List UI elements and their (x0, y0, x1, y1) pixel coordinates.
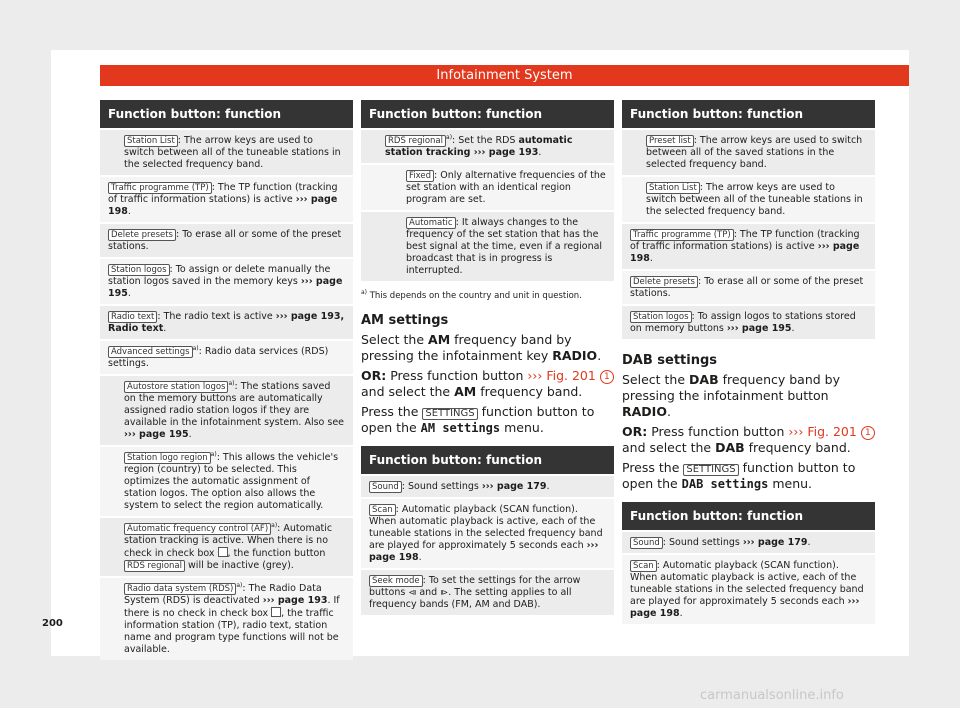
page-reference[interactable]: ››› page 198 (630, 596, 860, 619)
key-label: Radio text (108, 311, 157, 323)
key-label: Radio data system (RDS) (124, 583, 236, 595)
row-text: . The setting applies to all frequency bands (FM, AM and DAB). (369, 587, 572, 610)
text: frequency band by pressing the infotainment button (622, 372, 841, 403)
figure-reference[interactable]: ››› Fig. 201 (788, 424, 857, 439)
text: frequency band. (744, 440, 851, 455)
bold-text: OR: (622, 424, 648, 439)
row-text-end: . (163, 323, 167, 334)
key-label: RDS regional (385, 135, 446, 147)
key-label: Preset list (646, 135, 694, 147)
footnote-mark: a) (446, 133, 453, 141)
key-label: Automatic frequency control (AF) (124, 523, 271, 535)
row-text-end: . (546, 481, 550, 492)
key-label: Traffic programme (TP) (630, 229, 734, 241)
section-title: DAB settings (622, 353, 718, 368)
menu-name: DAB settings (681, 477, 769, 491)
key-label: RDS regional (124, 560, 185, 572)
table-row (622, 530, 875, 553)
table-row (100, 339, 353, 374)
row-text: : To assign or delete manually the station logos saved in the memory keys (108, 264, 331, 287)
row-text: : To set the settings for the arrow buttons (369, 575, 581, 598)
row-text: : Only alternative frequencies of the set station with an identical region program are set. (406, 170, 606, 205)
page-reference[interactable]: ››› page 195 (108, 276, 343, 299)
row-text: : It always changes to the frequency of the set station that has the best signal at the time, even if a regional broadcast that is in progress is interrupted. (406, 217, 603, 276)
watermark: carmanualsonline.info (700, 688, 844, 703)
callout-number: 1 (861, 426, 875, 440)
text: Select the (361, 332, 429, 347)
footnote-mark: a) (228, 379, 235, 387)
footnote-mark: a) (271, 521, 278, 529)
function-table-3 (361, 446, 614, 615)
table-row (361, 497, 614, 568)
page-reference[interactable]: ››› page 198 (108, 194, 338, 217)
key-label: Station logos (630, 311, 692, 323)
function-table-title: Function button: function (622, 502, 875, 530)
text: menu. (768, 476, 813, 491)
paragraph (361, 332, 614, 364)
row-text: : To erase all or some of the preset stations. (630, 276, 864, 299)
bold-text: DAB (689, 372, 719, 387)
key-label: Advanced settings (108, 346, 193, 358)
text: . (666, 404, 671, 419)
function-table-title: Function button: function (361, 100, 614, 128)
row-text: : The TP function (tracking of traffic information stations) is active (108, 182, 338, 205)
key-label: Traffic programme (TP) (108, 182, 212, 194)
page-reference[interactable]: ››› page 193 (262, 595, 328, 606)
paragraph (622, 372, 875, 420)
row-text-end: . (538, 147, 542, 158)
row-text: , the function button (227, 548, 326, 559)
row-text: : Automatic station tracking is active. When there is no check in check box (124, 523, 333, 559)
table-row (100, 222, 353, 257)
bold-text: DAB (715, 440, 745, 455)
page-header-title: Infotainment System (436, 68, 573, 83)
row-text: : Set the RDS (452, 135, 519, 146)
table-row (100, 257, 353, 304)
table-row (100, 304, 353, 339)
function-table-1 (100, 100, 353, 660)
page-reference[interactable]: ››› page 198 (369, 540, 599, 563)
paragraph (622, 460, 875, 492)
footnote-mark: a) (236, 581, 243, 589)
paragraph (361, 404, 614, 436)
key-label: Scan (630, 560, 657, 572)
footnote-mark: a) (192, 344, 199, 352)
text: menu. (500, 420, 544, 435)
row-text: : Automatic playback (SCAN function). When automatic playback is active, each of the tuneable stations in the selected frequency band are played for approximately 5 seconds each (630, 560, 864, 607)
column-1 (100, 100, 353, 660)
table-row (100, 175, 353, 222)
footnote-mark: a) (210, 450, 217, 458)
menu-name: AM settings (420, 421, 501, 435)
page-header (100, 65, 909, 86)
row-text: : The Radio Data System (RDS) is deactivated (124, 583, 322, 606)
text: function button to open the (361, 404, 595, 435)
function-table-4 (622, 100, 875, 339)
key-label: Sound (369, 481, 402, 493)
key-label: Station List (646, 182, 700, 194)
row-text: : Radio data services (RDS) settings. (108, 346, 329, 369)
row-text-end: . (679, 608, 683, 619)
row-text: : The radio text is active (157, 311, 276, 322)
row-text: : Sound settings (662, 537, 743, 548)
table-row (361, 568, 614, 615)
function-table-2 (361, 100, 614, 281)
table-row (100, 128, 353, 175)
table-row (100, 374, 353, 445)
footnote-text: This depends on the country and unit in question. (369, 291, 582, 301)
row-text-end: . (127, 206, 131, 217)
row-text-end: . (127, 288, 131, 299)
footnote-mark: a) (361, 289, 368, 297)
table-row (622, 269, 875, 304)
page-reference[interactable]: ››› page 193 (470, 147, 539, 158)
paragraph (361, 368, 614, 400)
row-text: : Sound settings (401, 481, 482, 492)
seek-back-icon: ⧏ (408, 588, 417, 597)
page-reference[interactable]: ››› page 195 (726, 323, 792, 334)
row-text-end: . (791, 323, 795, 334)
page-reference[interactable]: ››› page 193, Radio text (108, 311, 345, 334)
table-row (622, 304, 875, 339)
row-text: , the traffic information station (TP), radio text, station name and program type functions will not be available. (124, 608, 339, 655)
table-row (100, 576, 353, 660)
text: Select the (622, 372, 690, 387)
key-label: Station List (124, 135, 178, 147)
page-number: 200 (42, 618, 63, 629)
key-label: SETTINGS (683, 464, 738, 476)
page-reference[interactable]: ››› page 198 (630, 241, 860, 264)
bold-text: OR: (361, 368, 387, 383)
row-text: : This allows the vehicle's region (country) to be selected. This optimizes the automatic assignment of station logos. The option also allows the system to select the region automatically. (124, 452, 339, 511)
row-text: : The stations saved on the memory buttons are automatically assigned radio station logos if they are available in the infotainment system. Also see (124, 381, 345, 428)
key-label: SETTINGS (422, 408, 477, 420)
manual-page (51, 50, 909, 656)
key-label: Station logo region (124, 452, 211, 464)
text: Press the (622, 460, 684, 475)
text: frequency band by pressing the infotainment key (361, 332, 572, 363)
bold-text: AM (428, 332, 451, 347)
row-text: : Automatic playback (SCAN function). When automatic playback is active, each of the tuneable stations in the selected frequency band are played for approximately 5 seconds each (369, 504, 603, 551)
radio-key-label: RADIO (622, 404, 667, 419)
key-label: Scan (369, 504, 396, 516)
table-row (361, 474, 614, 497)
page-reference[interactable]: ››› page 195 (124, 429, 189, 440)
row-bold: automatic station tracking (385, 135, 573, 158)
function-table-title: Function button: function (361, 446, 614, 474)
figure-reference[interactable]: ››› Fig. 201 (527, 368, 596, 383)
table-row (100, 516, 353, 576)
key-label: Station logos (108, 264, 170, 276)
section-title: AM settings (361, 313, 449, 328)
key-label: Seek mode (369, 575, 423, 587)
table-row (622, 222, 875, 269)
text: and select the (361, 384, 455, 399)
function-table-title: Function button: function (100, 100, 353, 128)
column-2 (361, 100, 614, 615)
key-label: Sound (630, 537, 663, 549)
row-text: : The TP function (tracking of traffic information stations) is active (630, 229, 860, 252)
row-text-end: . (649, 253, 653, 264)
row-text: and (416, 587, 441, 598)
seek-forward-icon: ⧐ (440, 588, 449, 597)
text: and select the (622, 440, 716, 455)
radio-key-label: RADIO (552, 348, 598, 363)
bold-text: AM (454, 384, 477, 399)
table-row (622, 553, 875, 624)
row-text: : To erase all or some of the preset stations. (108, 229, 342, 252)
function-table-5 (622, 502, 875, 624)
text: function button to open the (622, 460, 856, 491)
key-label: Delete presets (630, 276, 698, 288)
table-row (100, 445, 353, 516)
row-text-end: . (188, 429, 192, 440)
table-row (361, 128, 614, 163)
text: Press the (361, 404, 423, 419)
table-row (361, 163, 614, 210)
row-text-end: . (807, 537, 811, 548)
row-text: : The arrow keys are used to switch between all of the saved stations in the selected frequency band. (646, 135, 863, 170)
page-reference[interactable]: ››› page 179 (742, 537, 808, 548)
row-text: : The arrow keys are used to switch between all of the tuneable stations in the selected frequency band. (646, 182, 863, 217)
page-reference[interactable]: ››› page 179 (481, 481, 547, 492)
table-row (361, 210, 614, 281)
row-text: will be inactive (grey). (185, 560, 294, 571)
text: Press function button (647, 424, 789, 439)
text: Press function button (386, 368, 528, 383)
row-text: : To assign logos to stations stored on memory buttons (630, 311, 856, 334)
footnote (361, 291, 614, 302)
row-text: : The arrow keys are used to switch between all of the tuneable stations in the selected frequency band. (124, 135, 341, 170)
key-label: Automatic (406, 217, 456, 229)
table-row (622, 128, 875, 175)
key-label: Fixed (406, 170, 434, 182)
row-text: . If there is no check in check box (124, 595, 340, 619)
key-label: Delete presets (108, 229, 176, 241)
checkbox-icon (218, 547, 228, 557)
table-row (622, 175, 875, 222)
function-table-title: Function button: function (622, 100, 875, 128)
column-3 (622, 100, 875, 624)
row-text-end: . (418, 552, 422, 563)
text: . (597, 348, 602, 363)
paragraph (622, 424, 875, 456)
text: frequency band. (476, 384, 583, 399)
key-label: Autostore station logos (124, 381, 228, 393)
callout-number: 1 (600, 370, 614, 384)
checkbox-icon (271, 607, 281, 617)
